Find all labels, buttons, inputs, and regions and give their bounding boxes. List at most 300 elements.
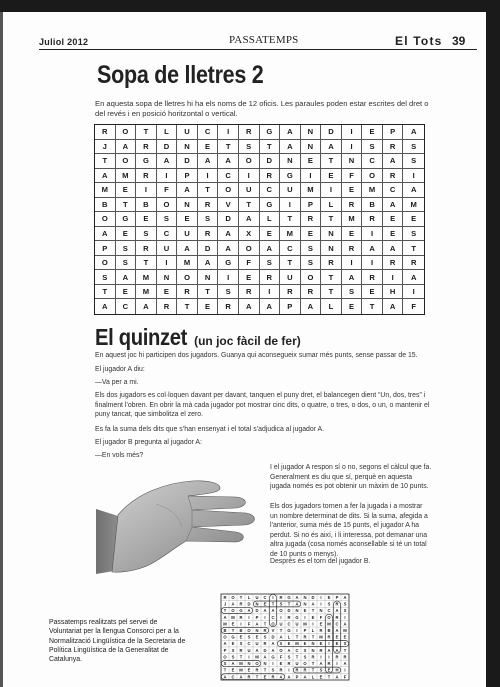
header-rule <box>39 49 477 50</box>
solution-cell: T <box>311 634 315 640</box>
grid-cell: O <box>239 241 260 256</box>
grid-cell: O <box>362 169 383 184</box>
grid-cell: R <box>362 270 383 285</box>
solution-cell: B <box>223 627 227 633</box>
solution-cell: A <box>335 608 339 614</box>
solution-cell: I <box>272 594 274 600</box>
grid-cell: E <box>362 125 383 140</box>
solution-cell: M <box>327 621 331 627</box>
solution-cell: S <box>287 654 291 660</box>
grid-cell: E <box>362 285 383 300</box>
solution-cell: T <box>271 601 275 607</box>
grid-cell: I <box>403 285 424 300</box>
grid-cell: S <box>218 285 239 300</box>
grid-cell: U <box>280 270 301 285</box>
grid-cell: R <box>260 169 281 184</box>
grid-cell: T <box>280 256 301 271</box>
game-title <box>95 324 301 351</box>
solution-cell: R <box>255 667 259 673</box>
grid-cell: I <box>383 270 404 285</box>
grid-cell: A <box>383 154 404 169</box>
grid-cell: T <box>95 154 116 169</box>
grid-cell: C <box>280 241 301 256</box>
grid-cell: A <box>403 183 424 198</box>
grid-cell: E <box>116 227 137 242</box>
grid-cell: T <box>218 140 239 155</box>
grid-cell: N <box>280 154 301 169</box>
solution-cell: G <box>287 627 291 633</box>
grid-cell: I <box>362 256 383 271</box>
solution-cell: T <box>287 601 291 607</box>
solution-cell: A <box>279 634 283 640</box>
grid-cell: R <box>157 299 178 314</box>
solution-cell: T <box>343 647 347 653</box>
solution-cell: O <box>255 661 259 667</box>
grid-cell: J <box>95 140 116 155</box>
solution-cell: R <box>287 614 291 620</box>
solution-cell: N <box>303 594 307 600</box>
grid-cell: G <box>136 154 157 169</box>
grid-cell: R <box>403 256 424 271</box>
grid-cell: M <box>95 183 116 198</box>
solution-cell: M <box>255 654 259 660</box>
solution-cell: P <box>295 674 299 680</box>
grid-cell: I <box>342 140 363 155</box>
solution-cell: E <box>335 634 339 640</box>
solution-cell: E <box>231 621 235 627</box>
solution-cell: R <box>327 661 331 667</box>
solution-cell: A <box>295 601 299 607</box>
solution-cell: T <box>279 627 283 633</box>
grid-cell: E <box>342 183 363 198</box>
grid-cell: R <box>239 285 260 300</box>
page-number: 39 <box>452 34 466 48</box>
solution-cell: R <box>279 594 283 600</box>
solution-cell: P <box>335 594 339 600</box>
game-right-paragraph: I el jugador A respon sí o no, segons el càlcul que fa. Generalment es diu que sí, perquè en aquesta jugada només es pot obtenir un màxim de 10 punts. <box>270 464 432 490</box>
solution-cell: I <box>248 654 250 660</box>
solution-cell: E <box>319 674 323 680</box>
solution-cell: I <box>304 614 306 620</box>
grid-cell: R <box>95 125 116 140</box>
grid-cell: A <box>136 299 157 314</box>
grid-cell: A <box>239 212 260 227</box>
solution-cell: A <box>319 661 323 667</box>
grid-cell: E <box>116 285 137 300</box>
grid-cell: U <box>157 241 178 256</box>
solution-cell: S <box>223 661 227 667</box>
grid-cell: I <box>157 169 178 184</box>
solution-cell: I <box>288 667 290 673</box>
solution-cell: B <box>239 627 243 633</box>
grid-cell: N <box>321 241 342 256</box>
grid-cell: S <box>362 140 383 155</box>
grid-cell: I <box>218 125 239 140</box>
solution-cell: A <box>255 621 259 627</box>
grid-cell: T <box>198 285 219 300</box>
game-right-paragraph: Després és el torn del jugador B. <box>270 558 371 565</box>
solution-cell: I <box>272 661 274 667</box>
solution-cell: R <box>335 654 339 660</box>
solution-cell: A <box>343 621 347 627</box>
grid-cell: A <box>280 125 301 140</box>
grid-cell: F <box>342 169 363 184</box>
solution-cell: U <box>255 594 259 600</box>
grid-cell: S <box>403 227 424 242</box>
solution-cell: R <box>303 634 307 640</box>
solution-cell: D <box>287 608 291 614</box>
solution-cell: E <box>311 614 315 620</box>
grid-cell: A <box>383 241 404 256</box>
solution-cell: I <box>240 621 242 627</box>
grid-cell: O <box>218 183 239 198</box>
grid-cell: S <box>239 140 260 155</box>
grid-cell: O <box>116 154 137 169</box>
solution-cell: E <box>327 667 331 673</box>
solution-cell: O <box>271 621 275 627</box>
grid-cell: A <box>116 140 137 155</box>
solution-cell: N <box>247 661 251 667</box>
grid-cell: E <box>342 299 363 314</box>
solution-cell: C <box>335 621 339 627</box>
grid-cell: A <box>362 241 383 256</box>
solution-cell: R <box>239 601 243 607</box>
grid-cell: C <box>116 299 137 314</box>
grid-cell: T <box>136 256 157 271</box>
grid-cell: C <box>362 154 383 169</box>
solution-cell: U <box>279 621 283 627</box>
solution-cell: S <box>343 608 347 614</box>
solution-cell: A <box>303 674 307 680</box>
solution-cell: A <box>343 594 347 600</box>
grid-cell: M <box>280 227 301 242</box>
grid-cell: P <box>383 125 404 140</box>
solution-cell: P <box>223 647 227 653</box>
solution-cell: E <box>263 601 267 607</box>
solution-cell: D <box>263 647 267 653</box>
grid-cell: R <box>362 212 383 227</box>
grid-cell: V <box>218 198 239 213</box>
game-paragraph: —Va per a mi. <box>95 379 139 386</box>
solution-cell: A <box>239 674 243 680</box>
grid-cell: A <box>218 241 239 256</box>
solution-cell: M <box>231 614 235 620</box>
grid-cell: E <box>239 270 260 285</box>
solution-cell: S <box>231 654 235 660</box>
grid-cell: S <box>403 154 424 169</box>
section-title: PASSATEMPS <box>229 34 299 46</box>
solution-cell: S <box>303 647 307 653</box>
grid-cell: S <box>95 270 116 285</box>
solution-cell: A <box>335 627 339 633</box>
grid-cell: D <box>177 154 198 169</box>
solution-cell: R <box>287 661 291 667</box>
solution-cell: E <box>263 674 267 680</box>
grid-cell: T <box>321 154 342 169</box>
grid-cell: I <box>198 169 219 184</box>
solution-cell: R <box>335 614 339 620</box>
solution-cell: A <box>231 601 235 607</box>
grid-cell: I <box>362 227 383 242</box>
grid-cell: G <box>260 125 281 140</box>
grid-cell: A <box>218 227 239 242</box>
solution-cell: E <box>231 641 235 647</box>
solution-cell: C <box>295 647 299 653</box>
grid-cell: H <box>383 285 404 300</box>
solution-cell: T <box>311 667 315 673</box>
solution-cell: C <box>271 614 275 620</box>
grid-cell: I <box>280 198 301 213</box>
grid-cell: A <box>239 299 260 314</box>
solution-cell: I <box>320 601 322 607</box>
grid-cell: O <box>239 154 260 169</box>
solution-cell: F <box>247 621 251 627</box>
solution-cell: N <box>303 601 307 607</box>
game-paragraph: —En vols més? <box>95 452 144 459</box>
solution-cell: A <box>335 647 339 653</box>
grid-cell: R <box>218 299 239 314</box>
solution-cell: R <box>239 614 243 620</box>
grid-cell: E <box>321 169 342 184</box>
grid-cell: G <box>260 198 281 213</box>
solution-cell: A <box>343 661 347 667</box>
solution-cell: T <box>239 594 243 600</box>
solution-cell: R <box>303 667 307 673</box>
grid-cell: R <box>383 169 404 184</box>
grid-cell: I <box>260 285 281 300</box>
grid-cell: R <box>383 140 404 155</box>
solution-cell: D <box>255 608 259 614</box>
grid-cell: S <box>116 241 137 256</box>
grid-cell: R <box>342 198 363 213</box>
grid-cell: A <box>260 241 281 256</box>
solution-cell: S <box>263 634 267 640</box>
grid-cell: P <box>301 198 322 213</box>
solution-cell: O <box>223 654 227 660</box>
grid-cell: R <box>136 140 157 155</box>
solution-cell: A <box>271 641 275 647</box>
grid-cell: U <box>239 183 260 198</box>
grid-cell: D <box>198 241 219 256</box>
solution-cell: E <box>255 634 259 640</box>
grid-cell: S <box>301 241 322 256</box>
solution-cell: T <box>255 674 259 680</box>
solution-cell: B <box>327 627 331 633</box>
solution-cell: I <box>344 667 346 673</box>
solution-cell: R <box>343 654 347 660</box>
grid-cell: R <box>342 241 363 256</box>
solution-cell: G <box>287 594 291 600</box>
grid-cell: A <box>198 154 219 169</box>
grid-cell: E <box>383 227 404 242</box>
solution-cell: A <box>247 608 251 614</box>
solution-cell: C <box>327 608 331 614</box>
grid-cell: N <box>198 270 219 285</box>
grid-cell: E <box>342 227 363 242</box>
solution-cell: E <box>335 641 339 647</box>
solution-cell: T <box>263 621 267 627</box>
solution-cell: M <box>223 621 227 627</box>
solution-cell: X <box>279 641 283 647</box>
solution-cell: O <box>231 594 235 600</box>
grid-cell: R <box>198 227 219 242</box>
solution-cell: U <box>295 661 299 667</box>
game-paragraph: Els dos jugadors es col·loquen davant per davant, tanquen el puny dret, el balancegen dient “Un, dos, tres” i finalment l’obren. En obrir la mà cada jugador pot mostrar cinc dits, o quatre, o tres, o dos, o un, o mantenir el puny tancat, que simbolitza el zero. <box>95 392 430 418</box>
solution-cell: N <box>255 601 259 607</box>
grid-cell: P <box>177 169 198 184</box>
grid-cell: G <box>116 212 137 227</box>
solution-cell: E <box>319 621 323 627</box>
solution-cell: D <box>247 601 251 607</box>
solution-cell: S <box>343 601 347 607</box>
grid-cell: E <box>403 212 424 227</box>
solution-cell: I <box>328 654 330 660</box>
solution-cell: T <box>295 654 299 660</box>
grid-cell: C <box>383 183 404 198</box>
grid-cell: B <box>362 198 383 213</box>
grid-cell: F <box>239 256 260 271</box>
solution-cell: I <box>280 614 282 620</box>
solution-thumbnail <box>215 592 355 682</box>
solution-cell: L <box>311 674 315 680</box>
solution-cell: E <box>239 634 243 640</box>
solution-cell: A <box>263 654 267 660</box>
wordsearch-title: Sopa de lletres 2 <box>97 61 264 89</box>
solution-cell: R <box>319 647 323 653</box>
grid-cell: E <box>260 227 281 242</box>
solution-cell: A <box>295 594 299 600</box>
solution-cell: E <box>231 667 235 673</box>
magazine-page <box>3 12 486 687</box>
solution-cell: L <box>311 627 315 633</box>
solution-cell: O <box>223 634 227 640</box>
grid-cell: R <box>260 270 281 285</box>
solution-cell: N <box>295 608 299 614</box>
grid-cell: U <box>177 125 198 140</box>
grid-cell: O <box>177 270 198 285</box>
grid-cell: T <box>136 125 157 140</box>
grid-cell: C <box>157 227 178 242</box>
grid-cell: T <box>116 198 137 213</box>
grid-cell: G <box>218 256 239 271</box>
solution-cell: I <box>248 614 250 620</box>
solution-cell: E <box>287 641 291 647</box>
solution-cell: A <box>311 601 315 607</box>
solution-cell: T <box>223 667 227 673</box>
solution-cell: R <box>263 641 267 647</box>
solution-cell: E <box>303 608 307 614</box>
grid-cell: M <box>301 183 322 198</box>
solution-cell: N <box>263 661 267 667</box>
grid-cell: T <box>95 285 116 300</box>
grid-cell: A <box>280 140 301 155</box>
solution-cell: S <box>247 634 251 640</box>
grid-cell: A <box>177 241 198 256</box>
solution-cell: M <box>303 621 307 627</box>
grid-cell: T <box>239 198 260 213</box>
solution-cell: E <box>327 594 331 600</box>
solution-cell: I <box>320 594 322 600</box>
solution-cell: L <box>247 594 251 600</box>
game-paragraph: Es fa la suma dels dits que s’han ensenyat i el total s’adjudica al jugador A. <box>95 426 325 433</box>
grid-cell: A <box>95 227 116 242</box>
page-header <box>3 12 486 54</box>
solution-cell: M <box>343 627 347 633</box>
grid-cell: A <box>116 270 137 285</box>
game-paragraph: En aquest joc hi participen dos jugadors. Guanya qui aconsegueix sumar més punts, sense passar de 15. <box>95 352 418 359</box>
grid-cell: S <box>301 256 322 271</box>
solution-cell: G <box>271 654 275 660</box>
grid-cell: R <box>177 285 198 300</box>
grid-cell: R <box>280 285 301 300</box>
grid-cell: E <box>301 154 322 169</box>
grid-cell: U <box>280 183 301 198</box>
solution-cell: O <box>327 614 331 620</box>
grid-cell: C <box>218 169 239 184</box>
grid-cell: A <box>342 270 363 285</box>
grid-cell: N <box>177 198 198 213</box>
solution-cell: S <box>327 601 331 607</box>
grid-cell: T <box>321 285 342 300</box>
solution-cell: D <box>311 594 315 600</box>
grid-cell: F <box>411 302 417 312</box>
grid-cell: E <box>157 285 178 300</box>
solution-cell: N <box>319 608 323 614</box>
solution-cell: I <box>296 627 298 633</box>
solution-cell: U <box>255 641 259 647</box>
solution-cell: U <box>247 647 251 653</box>
solution-cell: M <box>239 661 243 667</box>
wordsearch-grid <box>94 124 425 315</box>
grid-cell: A <box>177 183 198 198</box>
grid-cell: T <box>280 212 301 227</box>
grid-cell: R <box>301 285 322 300</box>
game-paragraph: El jugador B pregunta al jugador A: <box>95 439 202 446</box>
solution-cell: T <box>239 654 243 660</box>
solution-cell: J <box>223 601 227 607</box>
solution-cell: C <box>287 621 291 627</box>
solution-cell: A <box>287 674 291 680</box>
solution-cell: E <box>303 641 307 647</box>
grid-cell: A <box>95 169 116 184</box>
grid-cell: I <box>342 125 363 140</box>
grid-cell: E <box>383 212 404 227</box>
solution-cell: N <box>311 647 315 653</box>
solution-cell: V <box>271 627 275 633</box>
grid-cell: G <box>280 169 301 184</box>
grid-cell: O <box>116 125 137 140</box>
solution-cell: S <box>279 601 283 607</box>
grid-cell: D <box>321 125 342 140</box>
grid-cell: C <box>260 183 281 198</box>
solution-cell: R <box>295 667 299 673</box>
grid-cell: M <box>342 212 363 227</box>
solution-cell: R <box>271 674 275 680</box>
solution-cell: I <box>320 654 322 660</box>
scan-edge-right <box>486 0 500 687</box>
magazine-name: El Tots <box>395 34 443 48</box>
grid-cell: N <box>342 154 363 169</box>
solution-cell: I <box>336 661 338 667</box>
grid-cell: L <box>260 212 281 227</box>
grid-cell: N <box>321 227 342 242</box>
grid-cell: T <box>403 241 424 256</box>
solution-cell: O <box>279 647 283 653</box>
solution-cell: E <box>247 667 251 673</box>
grid-cell: D <box>260 154 281 169</box>
solution-cell: S <box>303 654 307 660</box>
grid-cell: A <box>260 299 281 314</box>
